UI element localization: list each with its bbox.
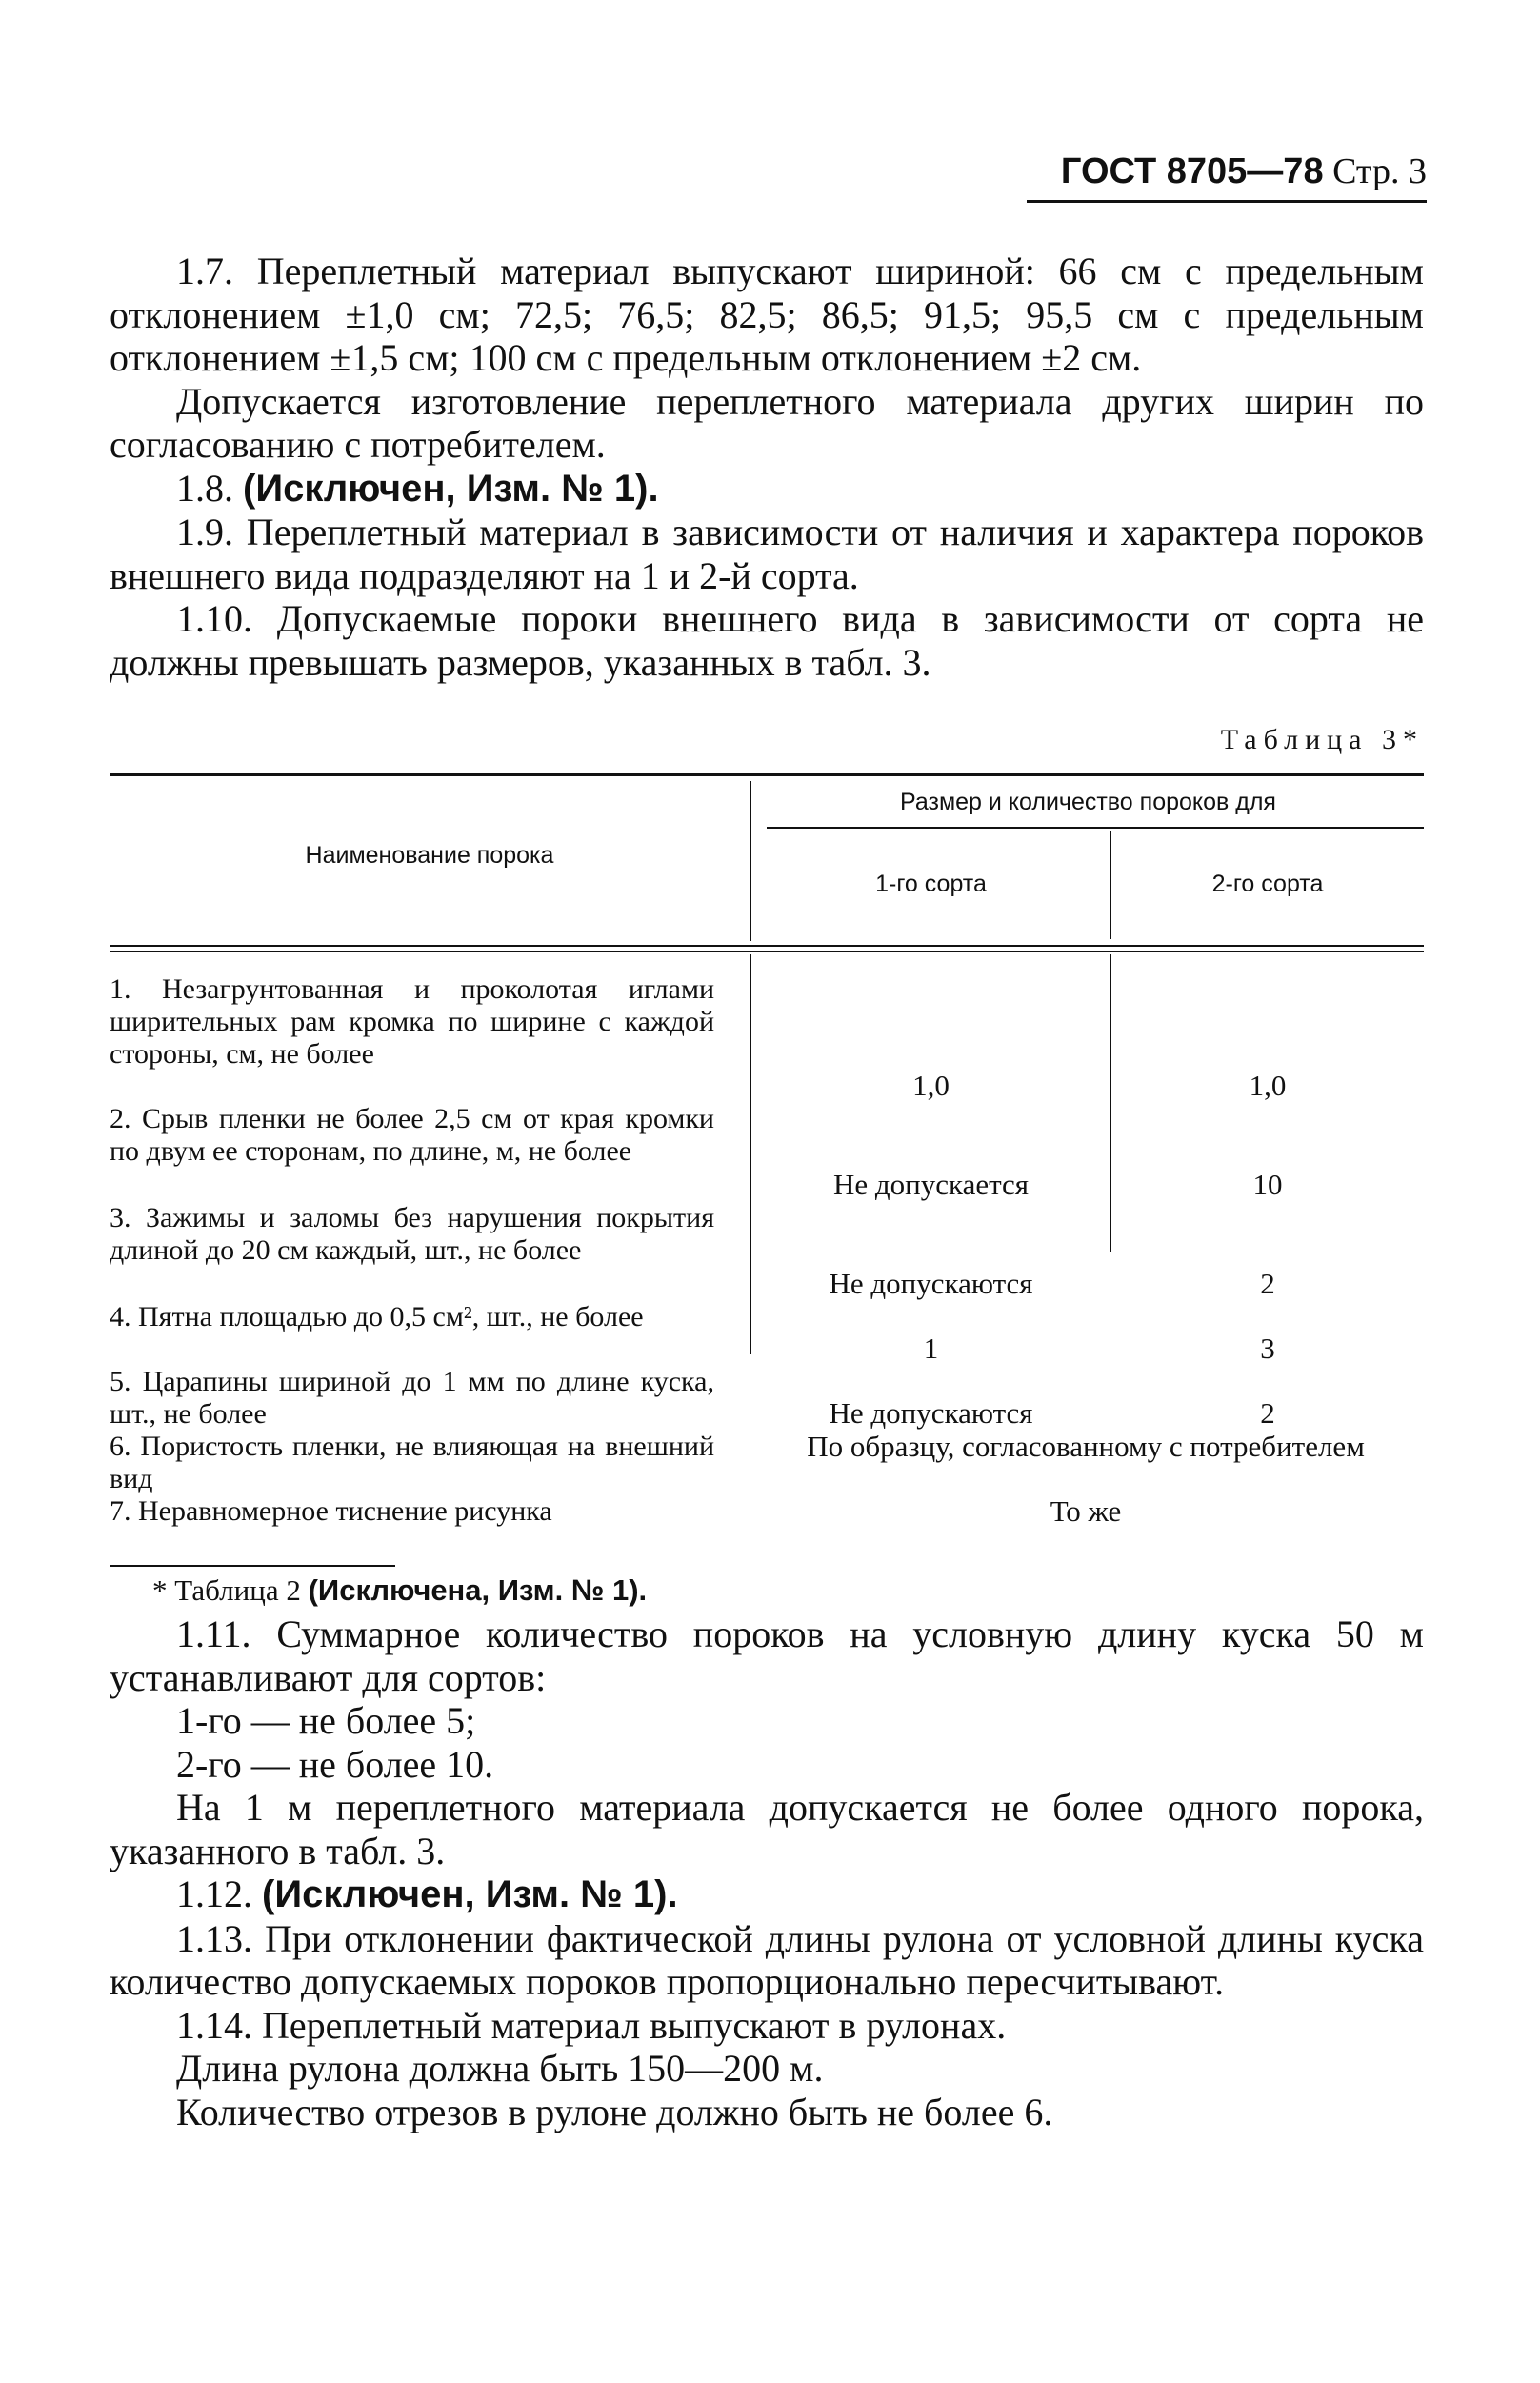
header-bottom-rule <box>110 945 1424 947</box>
paragraph-number: 1.8. <box>176 466 233 510</box>
table-row-5-sort-1: Не допускаются <box>829 1396 1033 1430</box>
table-row-2-name: 2. Срыв пленки не более 2,5 см от края кромки по двум ее сторонам, по длине, м, не более <box>110 1103 714 1167</box>
table-row-5-name: 5. Царапины шириной до 1 мм по длине куска, шт., не более <box>110 1366 714 1430</box>
table-row-2-sort-2: 10 <box>1252 1168 1283 1201</box>
table-row-5-sort-2: 2 <box>1260 1396 1275 1430</box>
table-header-divider <box>750 781 751 941</box>
body-left-divider <box>750 954 751 1354</box>
table-row-1-sort-1: 1,0 <box>912 1069 950 1102</box>
column-header-name: Наименование порока <box>305 842 554 869</box>
body-middle-divider <box>1110 954 1111 1252</box>
footnote <box>152 1573 647 1608</box>
page-number: Стр. 3 <box>1332 151 1427 191</box>
paragraph-1-11-note: На 1 м переплетного материала допускается не более одного порока, указанного в табл. 3. <box>110 1786 1424 1872</box>
paragraph-1-14: 1.14. Переплетный материал выпускают в рулонах. <box>176 2003 1007 2047</box>
header-bottom-rule-double <box>110 951 1424 952</box>
text-block-bottom <box>110 1612 1424 2133</box>
table-top-rule <box>110 773 1424 776</box>
header-rule <box>1027 200 1427 203</box>
column-header-group: Размер и количество пороков для <box>900 789 1276 815</box>
table-caption: Таблица 3* <box>1220 724 1424 755</box>
table-row-3-sort-2: 2 <box>1260 1267 1275 1300</box>
table-row-1-sort-2: 1,0 <box>1249 1069 1287 1102</box>
paragraph-1-14-length: Длина рулона должна быть 150—200 м. <box>176 2047 824 2090</box>
paragraph-1-12 <box>110 1872 1424 1917</box>
paragraph-number: 1.12. <box>176 1872 252 1915</box>
table-row-1-name: 1. Незагрунтованная и проколотая иглами ширительных рам кромка по ширине с каждой стороны, см, не более <box>110 973 714 1070</box>
page-header <box>1027 150 1427 192</box>
footnote-bold: (Исключена, Изм. № 1). <box>308 1573 648 1607</box>
paragraph-1-7: 1.7. Переплетный материал выпускают шириной: 66 см с предельным отклонением ±1,0 см; 72,5; 76,5; 82,5; 86,5; 91,5; 95,5 см с предельным отклонением ±1,5 см; 100 см с предельным отклонением ±2 см. <box>110 250 1424 379</box>
paragraph-1-9: 1.9. Переплетный материал в зависимости от наличия и характера пороков внешнего вида подразделяют на 1 и 2-й сорта. <box>110 511 1424 597</box>
table-row-4-sort-1: 1 <box>923 1332 939 1365</box>
gost-number: ГОСТ 8705—78 <box>1060 151 1324 191</box>
table-row-6-name: 6. Пористость пленки, не влияющая на внешний вид <box>110 1431 714 1494</box>
table-row-6-span: По образцу, согласованному с потребителем <box>807 1430 1365 1463</box>
column-header-sort-1: 1-го сорта <box>875 871 987 897</box>
footnote-rule <box>110 1565 395 1567</box>
table-row-2-sort-1: Не допускается <box>832 1168 1030 1201</box>
paragraph-1-11-sort-1: 1-го — не более 5; <box>176 1699 476 1742</box>
column-header-sort-2: 2-го сорта <box>1211 871 1324 897</box>
footnote-prefix: * Таблица 2 <box>152 1573 301 1607</box>
header-group-rule <box>767 827 1424 829</box>
table-row-4-name: 4. Пятна площадью до 0,5 см², шт., не более <box>110 1301 644 1332</box>
paragraph-1-8 <box>110 467 1424 511</box>
table-row-7-name: 7. Неравномерное тиснение рисунка <box>110 1495 552 1527</box>
table-row-4-sort-2: 3 <box>1260 1332 1275 1365</box>
paragraph-1-10: 1.10. Допускаемые пороки внешнего вида в зависимости от сорта не должны превышать размеров, указанных в табл. 3. <box>110 597 1424 684</box>
table-row-3-sort-1: Не допускаются <box>829 1267 1033 1300</box>
paragraph-1-7-note: Допускается изготовление переплетного материала других ширин по согласованию с потребителем. <box>110 379 1424 466</box>
bold-note: (Исключен, Изм. № 1). <box>243 467 659 510</box>
text-block-top <box>110 250 1424 684</box>
table-row-7-span: То же <box>1050 1494 1122 1528</box>
paragraph-1-11: 1.11. Суммарное количество пороков на условную длину куска 50 м устанавливают для сортов: <box>110 1612 1424 1699</box>
defects-table <box>110 773 1424 1535</box>
paragraph-1-13: 1.13. При отклонении фактической длины рулона от условной длины куска количество допускаемых пороков пропорционально пересчитывают. <box>110 1916 1424 2003</box>
paragraph-1-11-sort-2: 2-го — не более 10. <box>176 1742 494 1786</box>
paragraph-1-14-cuts: Количество отрезов в рулоне должно быть не более 6. <box>176 2090 1053 2133</box>
table-row-3-name: 3. Зажимы и заломы без нарушения покрытия длиной до 20 см каждый, шт., не более <box>110 1202 714 1266</box>
bold-note: (Исключен, Изм. № 1). <box>262 1873 678 1915</box>
